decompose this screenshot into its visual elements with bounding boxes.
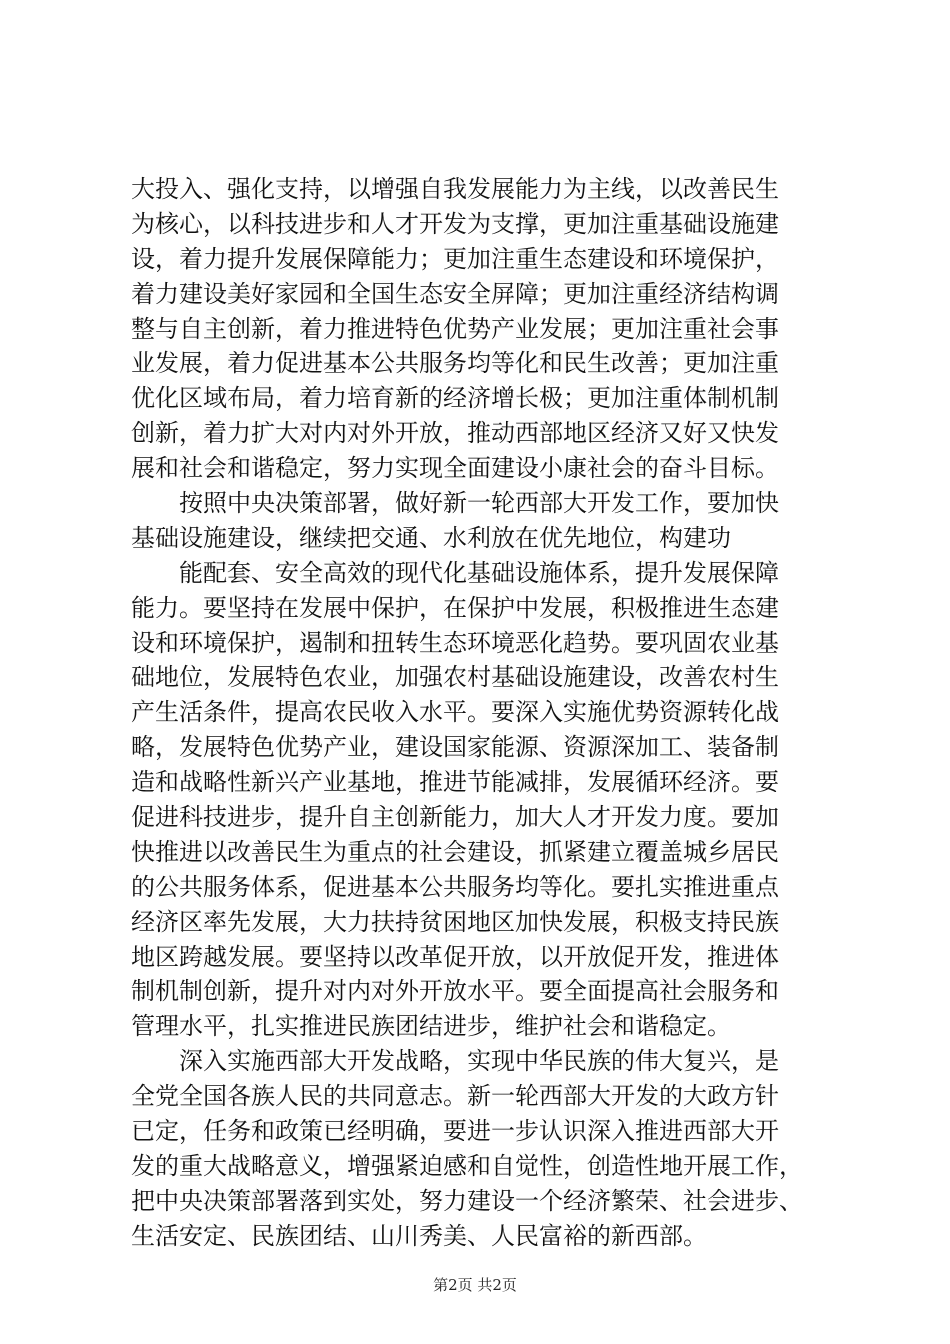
text-line: 地区跨越发展。要坚持以改革促开放，以开放促开发，推进体 bbox=[131, 942, 779, 971]
text-line: 造和战略性新兴产业基地，推进节能减排，发展循环经济。要 bbox=[131, 768, 779, 797]
text-line: 按照中央决策部署，做好新一轮西部大开发工作，要加快 bbox=[131, 489, 779, 518]
page-number-label: 第2页 共2页 bbox=[433, 1276, 517, 1294]
text-line: 促进科技进步，提升自主创新能力，加大人才开发力度。要加 bbox=[131, 803, 779, 832]
text-line: 设和环境保护，遏制和扭转生态环境恶化趋势。要巩固农业基 bbox=[131, 628, 779, 657]
text-line: 基础设施建设，继续把交通、水利放在优先地位，构建功 bbox=[131, 523, 731, 552]
text-line: 整与自主创新，着力推进特色优势产业发展；更加注重社会事 bbox=[131, 314, 779, 343]
text-line: 大投入、强化支持，以增强自我发展能力为主线，以改善民生 bbox=[131, 175, 779, 203]
text-line: 把中央决策部署落到实处，努力建设一个经济繁荣、社会进步、 bbox=[131, 1186, 803, 1215]
text-line: 生活安定、民族团结、山川秀美、人民富裕的新西部。 bbox=[131, 1221, 707, 1250]
text-line: 优化区域布局，着力培育新的经济增长极；更加注重体制机制 bbox=[131, 384, 779, 413]
text-line: 略，发展特色优势产业，建设国家能源、资源深加工、装备制 bbox=[131, 733, 779, 762]
text-line: 深入实施西部大开发战略，实现中华民族的伟大复兴，是 bbox=[131, 1047, 779, 1076]
page-footer bbox=[0, 1275, 950, 1295]
text-line: 础地位，发展特色农业，加强农村基础设施建设，改善农村生 bbox=[131, 663, 779, 692]
text-line: 着力建设美好家园和全国生态安全屏障；更加注重经济结构调 bbox=[131, 279, 779, 308]
text-line: 的公共服务体系，促进基本公共服务均等化。要扎实推进重点 bbox=[131, 872, 779, 901]
text-line: 制机制创新，提升对内对外开放水平。要全面提高社会服务和 bbox=[131, 977, 779, 1006]
text-line: 能力。要坚持在发展中保护，在保护中发展，积极推进生态建 bbox=[131, 593, 779, 622]
text-line: 设，着力提升发展保障能力；更加注重生态建设和环境保护， bbox=[131, 244, 779, 273]
text-line: 业发展，着力促进基本公共服务均等化和民生改善；更加注重 bbox=[131, 349, 779, 378]
text-line: 全党全国各族人民的共同意志。新一轮西部大开发的大政方针 bbox=[131, 1082, 779, 1111]
text-line: 发的重大战略意义，增强紧迫感和自觉性，创造性地开展工作， bbox=[131, 1151, 803, 1180]
document-body bbox=[131, 172, 831, 1254]
text-line: 创新，着力扩大对内对外开放，推动西部地区经济又好又快发 bbox=[131, 419, 779, 448]
text-line: 快推进以改善民生为重点的社会建设，抓紧建立覆盖城乡居民 bbox=[131, 837, 779, 866]
text-line: 能配套、安全高效的现代化基础设施体系，提升发展保障 bbox=[131, 558, 779, 587]
text-line: 展和社会和谐稳定，努力实现全面建设小康社会的奋斗目标。 bbox=[131, 454, 779, 483]
text-line: 为核心，以科技进步和人才开发为支撑，更加注重基础设施建 bbox=[131, 209, 779, 238]
text-line: 经济区率先发展，大力扶持贫困地区加快发展，积极支持民族 bbox=[131, 907, 779, 936]
text-line: 管理水平，扎实推进民族团结进步，维护社会和谐稳定。 bbox=[131, 1012, 731, 1041]
text-line: 产生活条件，提高农民收入水平。要深入实施优势资源转化战 bbox=[131, 698, 779, 727]
text-line: 已定，任务和政策已经明确，要进一步认识深入推进西部大开 bbox=[131, 1117, 779, 1146]
